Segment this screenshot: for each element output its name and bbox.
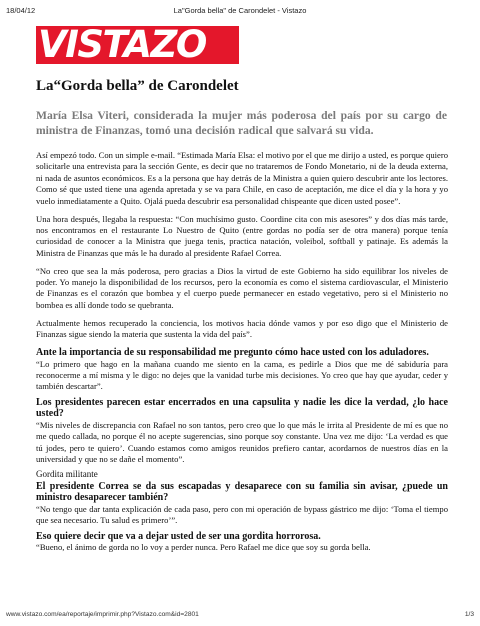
paragraph: “No creo que sea la más poderosa, pero gracias a Dios la virtud de este Gobierno ha sido equilibrar los niveles de poder. Yo manejo la disponibilidad de los recursos, pero la economía es como el sistema cardiovascular, el Ministerio de Finanzas es el corazón que bombea y el cuerpo puede permanecer en estado vegetativo, pero si el Ministerio no bombea es allí donde todo se quebranta. <box>36 265 448 310</box>
logo-text: VISTAZO <box>38 23 206 66</box>
section-subheading: Gordita militante <box>36 469 98 480</box>
print-date: 18/04/12 <box>6 6 36 15</box>
paragraph: Una hora después, llegaba la respuesta: “Con muchísimo gusto. Coordine cita con mis asesores” y dos días más tarde, nos encontramos en el restaurante Lo Nuestro de Quito (entre gordas no podía ser de otra manera) porque tenía curiosidad de conocer a la Ministra que juega tenis, practica natación, voleibol, softball y patinaje. Es además la Ministra de Finanzas que más le ha durado al presidente Rafael Correa. <box>36 213 448 258</box>
interview-question: Eso quiere decir que va a dejar usted de ser una gordita horrorosa. <box>36 530 321 542</box>
interview-answer: “Mis niveles de discrepancia con Rafael no son tantos, pero creo que lo que más le irrita al Presidente de mí es que no me quedo callada, no porque él no acepte sugerencias, sino porque soy constante. Una vez me dijo: ‘La verdad es que tú jodes, pero te quiero’. Cuando estamos como amigos reunidos prefiero cantar, acordarnos de nuestros días en la universidad y que no se dañe el momento”. <box>36 419 448 465</box>
paragraph: Actualmente hemos recuperado la conciencia, los motivos hacia dónde vamos y por eso digo que el Ministerio de Finanzas sigue siendo la materia que sustenta la vida del país”. <box>36 317 448 340</box>
interview-answer: “Bueno, el ánimo de gorda no lo voy a perder nunca. Pero Rafael me dice que soy su gorda bella. <box>36 542 371 553</box>
article-title: La“Gorda bella” de Carondelet <box>36 78 239 94</box>
article-body <box>36 150 448 558</box>
page-number: 1/3 <box>464 611 474 618</box>
interview-question: Ante la importancia de su responsabilidad me pregunto cómo hace usted con los aduladores. <box>36 347 429 359</box>
interview-answer: “Lo primero que hago en la mañana cuando me siento en la cama, es pedirle a Dios que me dé sabiduría para reconocerme a mí misma y le digo: no dejes que la vanidad turbe mis decisiones. Yo creo que hay que ayudar, ceder y también descartar”. <box>36 358 448 392</box>
vistazo-logo <box>36 23 239 66</box>
print-url: www.vistazo.com/ea/reportaje/imprimir.php?Vistazo.com&id=2801 <box>6 611 199 618</box>
print-header <box>6 6 474 18</box>
interview-question: Los presidentes parecen estar encerrados en una capsulita y nadie les dice la verdad, ¿lo hace usted? <box>36 396 448 420</box>
article-lead: María Elsa Viteri, considerada la mujer más poderosa del país por su cargo de ministra de Finanzas, tomó una decisión radical que salvará su vida. <box>36 109 447 137</box>
interview-question: El presidente Correa se da sus escapadas y desaparece con su familia sin avisar, ¿puede un ministro desaparecer también? <box>36 480 448 504</box>
print-footer <box>6 611 474 621</box>
interview-answer: “No tengo que dar tanta explicación de cada paso, pero con mi operación de bypass gástrico me dijo: ‘Toma el tiempo que sea necesario. Tu salud es primero’”. <box>36 503 448 526</box>
paragraph: Así empezó todo. Con un simple e-mail. “Estimada María Elsa: el motivo por el que me dirijo a usted, es porque quiero solicitarle una entrevista para la sección Gente, es decir que no trataremos de Fondo Monetario, ni de la deuda externa, ni nada de asuntos económicos. Es a la persona que hay detrás de la Ministra a quien quiero descubrir ante los lectores. Como sé que usted tiene una agenda apretada y se va para Chile, en caso de aceptación, me dice el día y la hora y yo vuelo inmediatamente a Quito. Ojalá pueda descubrir esa personalidad chispeante que dicen usted posee”. <box>36 150 448 206</box>
print-tab-title: La"Gorda bella" de Carondelet - Vistazo <box>173 6 307 15</box>
